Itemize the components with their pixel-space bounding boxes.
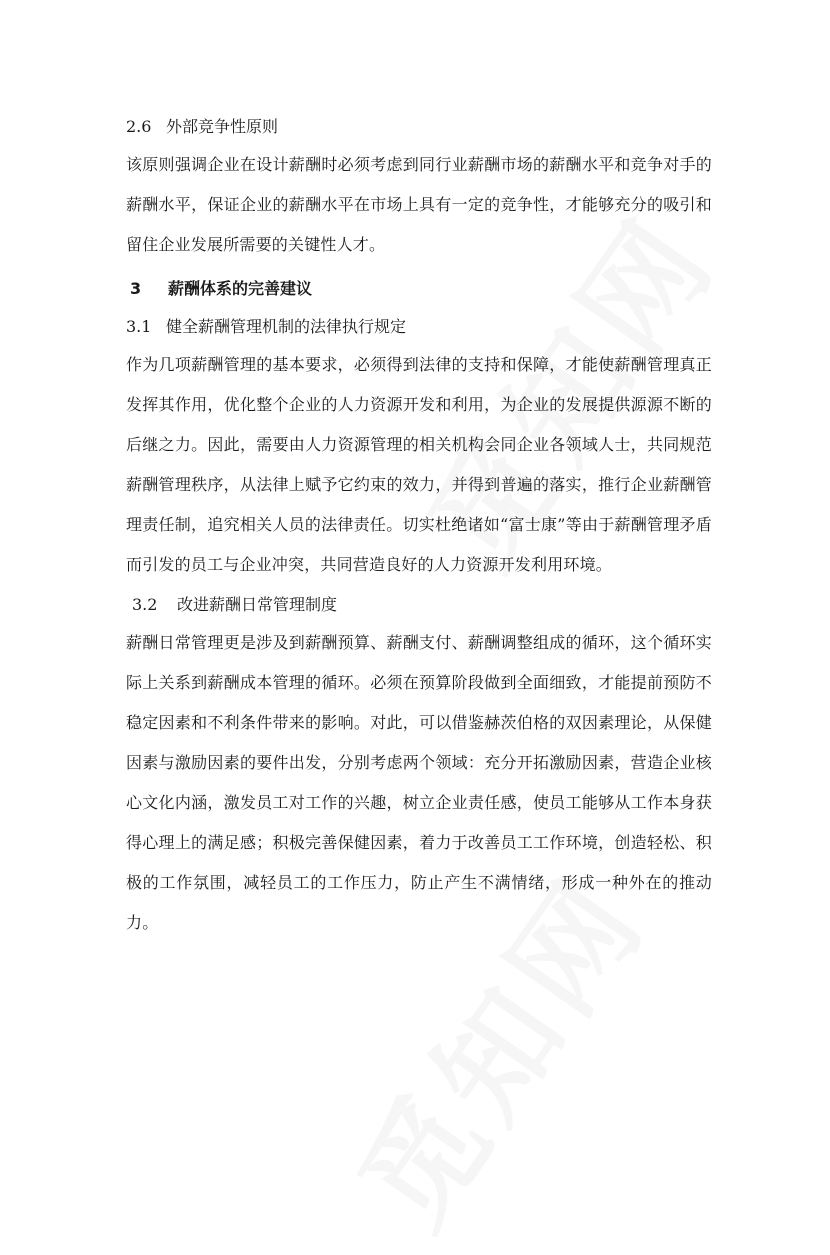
document-body bbox=[126, 109, 712, 943]
section-number: 3 bbox=[130, 279, 142, 298]
section-2-6-paragraph: 该原则强调企业在设计薪酬时必须考虑到同行业薪酬市场的薪酬水平和竞争对手的薪酬水平，保证企业的薪酬水平在市场上具有一定的竞争性，才能够充分的吸引和留住企业发展所需要的关键性人才。 bbox=[126, 155, 712, 254]
section-3-1-heading bbox=[126, 309, 712, 345]
section-3-1-paragraph: 作为几项薪酬管理的基本要求，必须得到法律的支持和保障，才能使薪酬管理真正发挥其作用，优化整个企业的人力资源开发和利用，为企业的发展提供源源不断的后继之力。因此，需要由人力资源管理的相关机构会同企业各领域人士，共同规范薪酬管理秩序，从法律上赋予它约束的效力，并得到普遍的落实，推行企业薪酬管理责任制，追究相关人员的法律责任。切实杜绝诸如“富士康”等由于薪酬管理矛盾而引发的员工与企业冲突，共同营造良好的人力资源开发利用环境。 bbox=[126, 355, 712, 574]
section-3-2-heading bbox=[126, 587, 712, 623]
section-title: 健全薪酬管理机制的法律执行规定 bbox=[166, 317, 407, 336]
section-number: 2.6 bbox=[126, 117, 152, 136]
section-title: 改进薪酬日常管理制度 bbox=[177, 595, 338, 614]
section-2-6-heading bbox=[126, 109, 712, 145]
section-3-heading bbox=[126, 271, 712, 307]
section-title: 外部竞争性原则 bbox=[166, 117, 279, 136]
section-3-2-paragraph: 薪酬日常管理更是涉及到薪酬预算、薪酬支付、薪酬调整组成的循环，这个循环实际上关系到薪酬成本管理的循环。必须在预算阶段做到全面细致，才能提前预防不稳定因素和不利条件带来的影响。对此，可以借鉴赫茨伯格的双因素理论，从保健因素与激励因素的要件出发，分别考虑两个领域：充分开拓激励因素，营造企业核心文化内涵，激发员工对工作的兴趣，树立企业责任感，使员工能够从工作本身获得心理上的满足感；积极完善保健因素，着力于改善员工工作环境，创造轻松、积极的工作氛围，减轻员工的工作压力，防止产生不满情绪，形成一种外在的推动力。 bbox=[126, 633, 712, 932]
section-number: 3.2 bbox=[132, 595, 158, 614]
section-title: 薪酬体系的完善建议 bbox=[168, 279, 313, 298]
section-number: 3.1 bbox=[126, 317, 152, 336]
